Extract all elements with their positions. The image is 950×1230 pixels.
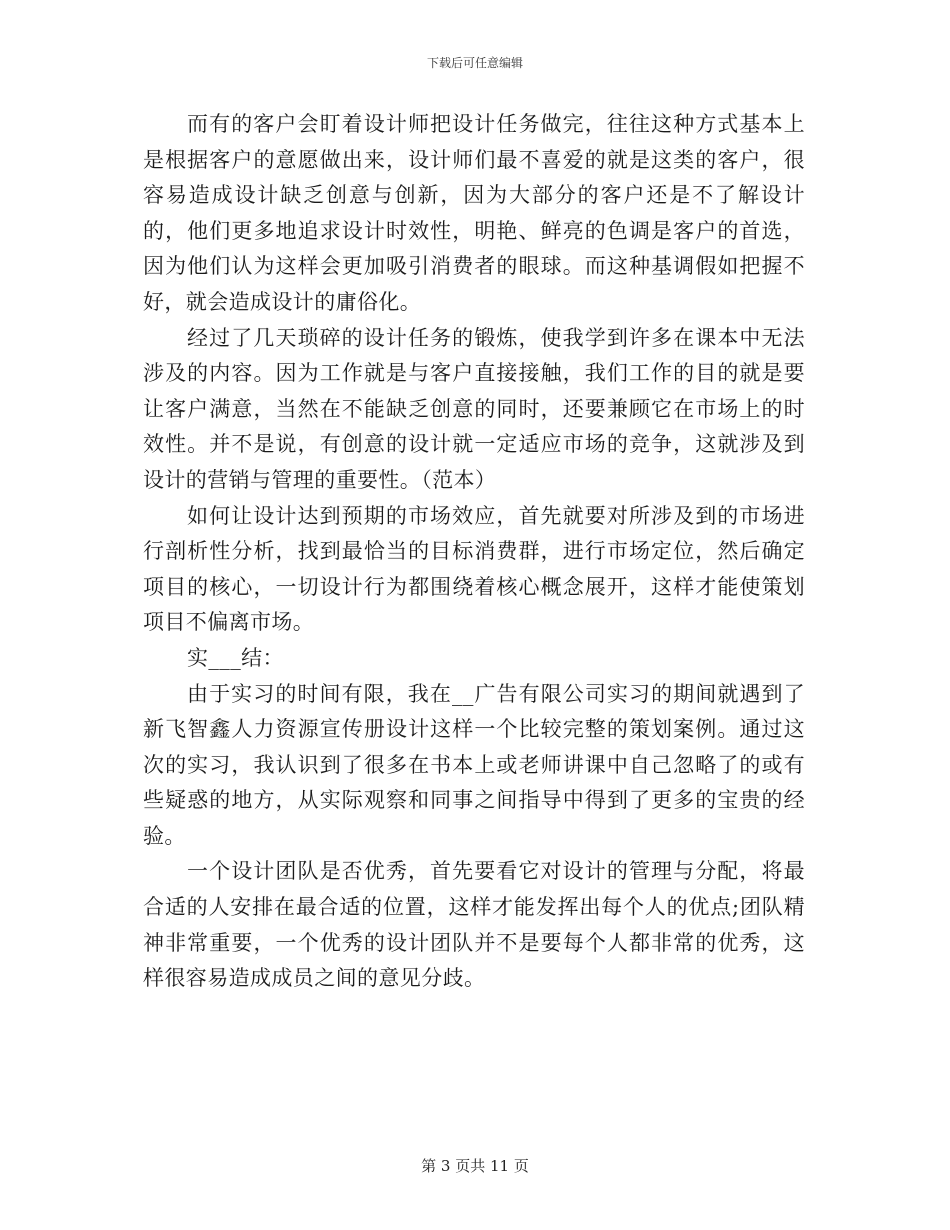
paragraph: 如何让设计达到预期的市场效应，首先就要对所涉及到的市场进行剖析性分析，找到最恰当的目标消费群，进行市场定位，然后确定项目的核心，一切设计行为都围绕着核心概念展开，这样才能使策划项目不偏离市场。	[143, 503, 805, 635]
paragraph: 经过了几天琐碎的设计任务的锻炼，使我学到许多在课本中无法涉及的内容。因为工作就是与客户直接接触，我们工作的目的就是要让客户满意，当然在不能缺乏创意的同时，还要兼顾它在市场上的时效性。并不是说，有创意的设计就一定适应市场的竞争，这就涉及到设计的营销与管理的重要性。（范本）	[143, 325, 805, 492]
document-body	[143, 107, 805, 997]
section-heading: 实___结：	[187, 645, 284, 670]
page-header: 下载后可任意编辑	[426, 56, 523, 70]
paragraph: 由于实习的时间有限，我在__广告有限公司实习的期间就遇到了新飞智鑫人力资源宣传册设计这样一个比较完整的策划案例。通过这次的实习，我认识到了很多在书本上或老师讲课中自己忽略了的或有些疑惑的地方，从实际观察和同事之间指导中得到了更多的宝贵的经验。	[143, 681, 805, 848]
paragraph: 一个设计团队是否优秀，首先要看它对设计的管理与分配，将最合适的人安排在最合适的位置，这样才能发挥出每个人的优点;团队精神非常重要，一个优秀的设计团队并不是要每个人都非常的优秀，这样很容易造成成员之间的意见分歧。	[143, 859, 805, 991]
page-footer: 第 3 页共 11 页	[421, 1157, 529, 1175]
paragraph: 而有的客户会盯着设计师把设计任务做完，往往这种方式基本上是根据客户的意愿做出来，设计师们最不喜爱的就是这类的客户，很容易造成设计缺乏创意与创新，因为大部分的客户还是不了解设计的，他们更多地追求设计时效性，明艳、鲜亮的色调是客户的首选，因为他们认为这样会更加吸引消费者的眼球。而这种基调假如把握不好，就会造成设计的庸俗化。	[143, 112, 805, 314]
